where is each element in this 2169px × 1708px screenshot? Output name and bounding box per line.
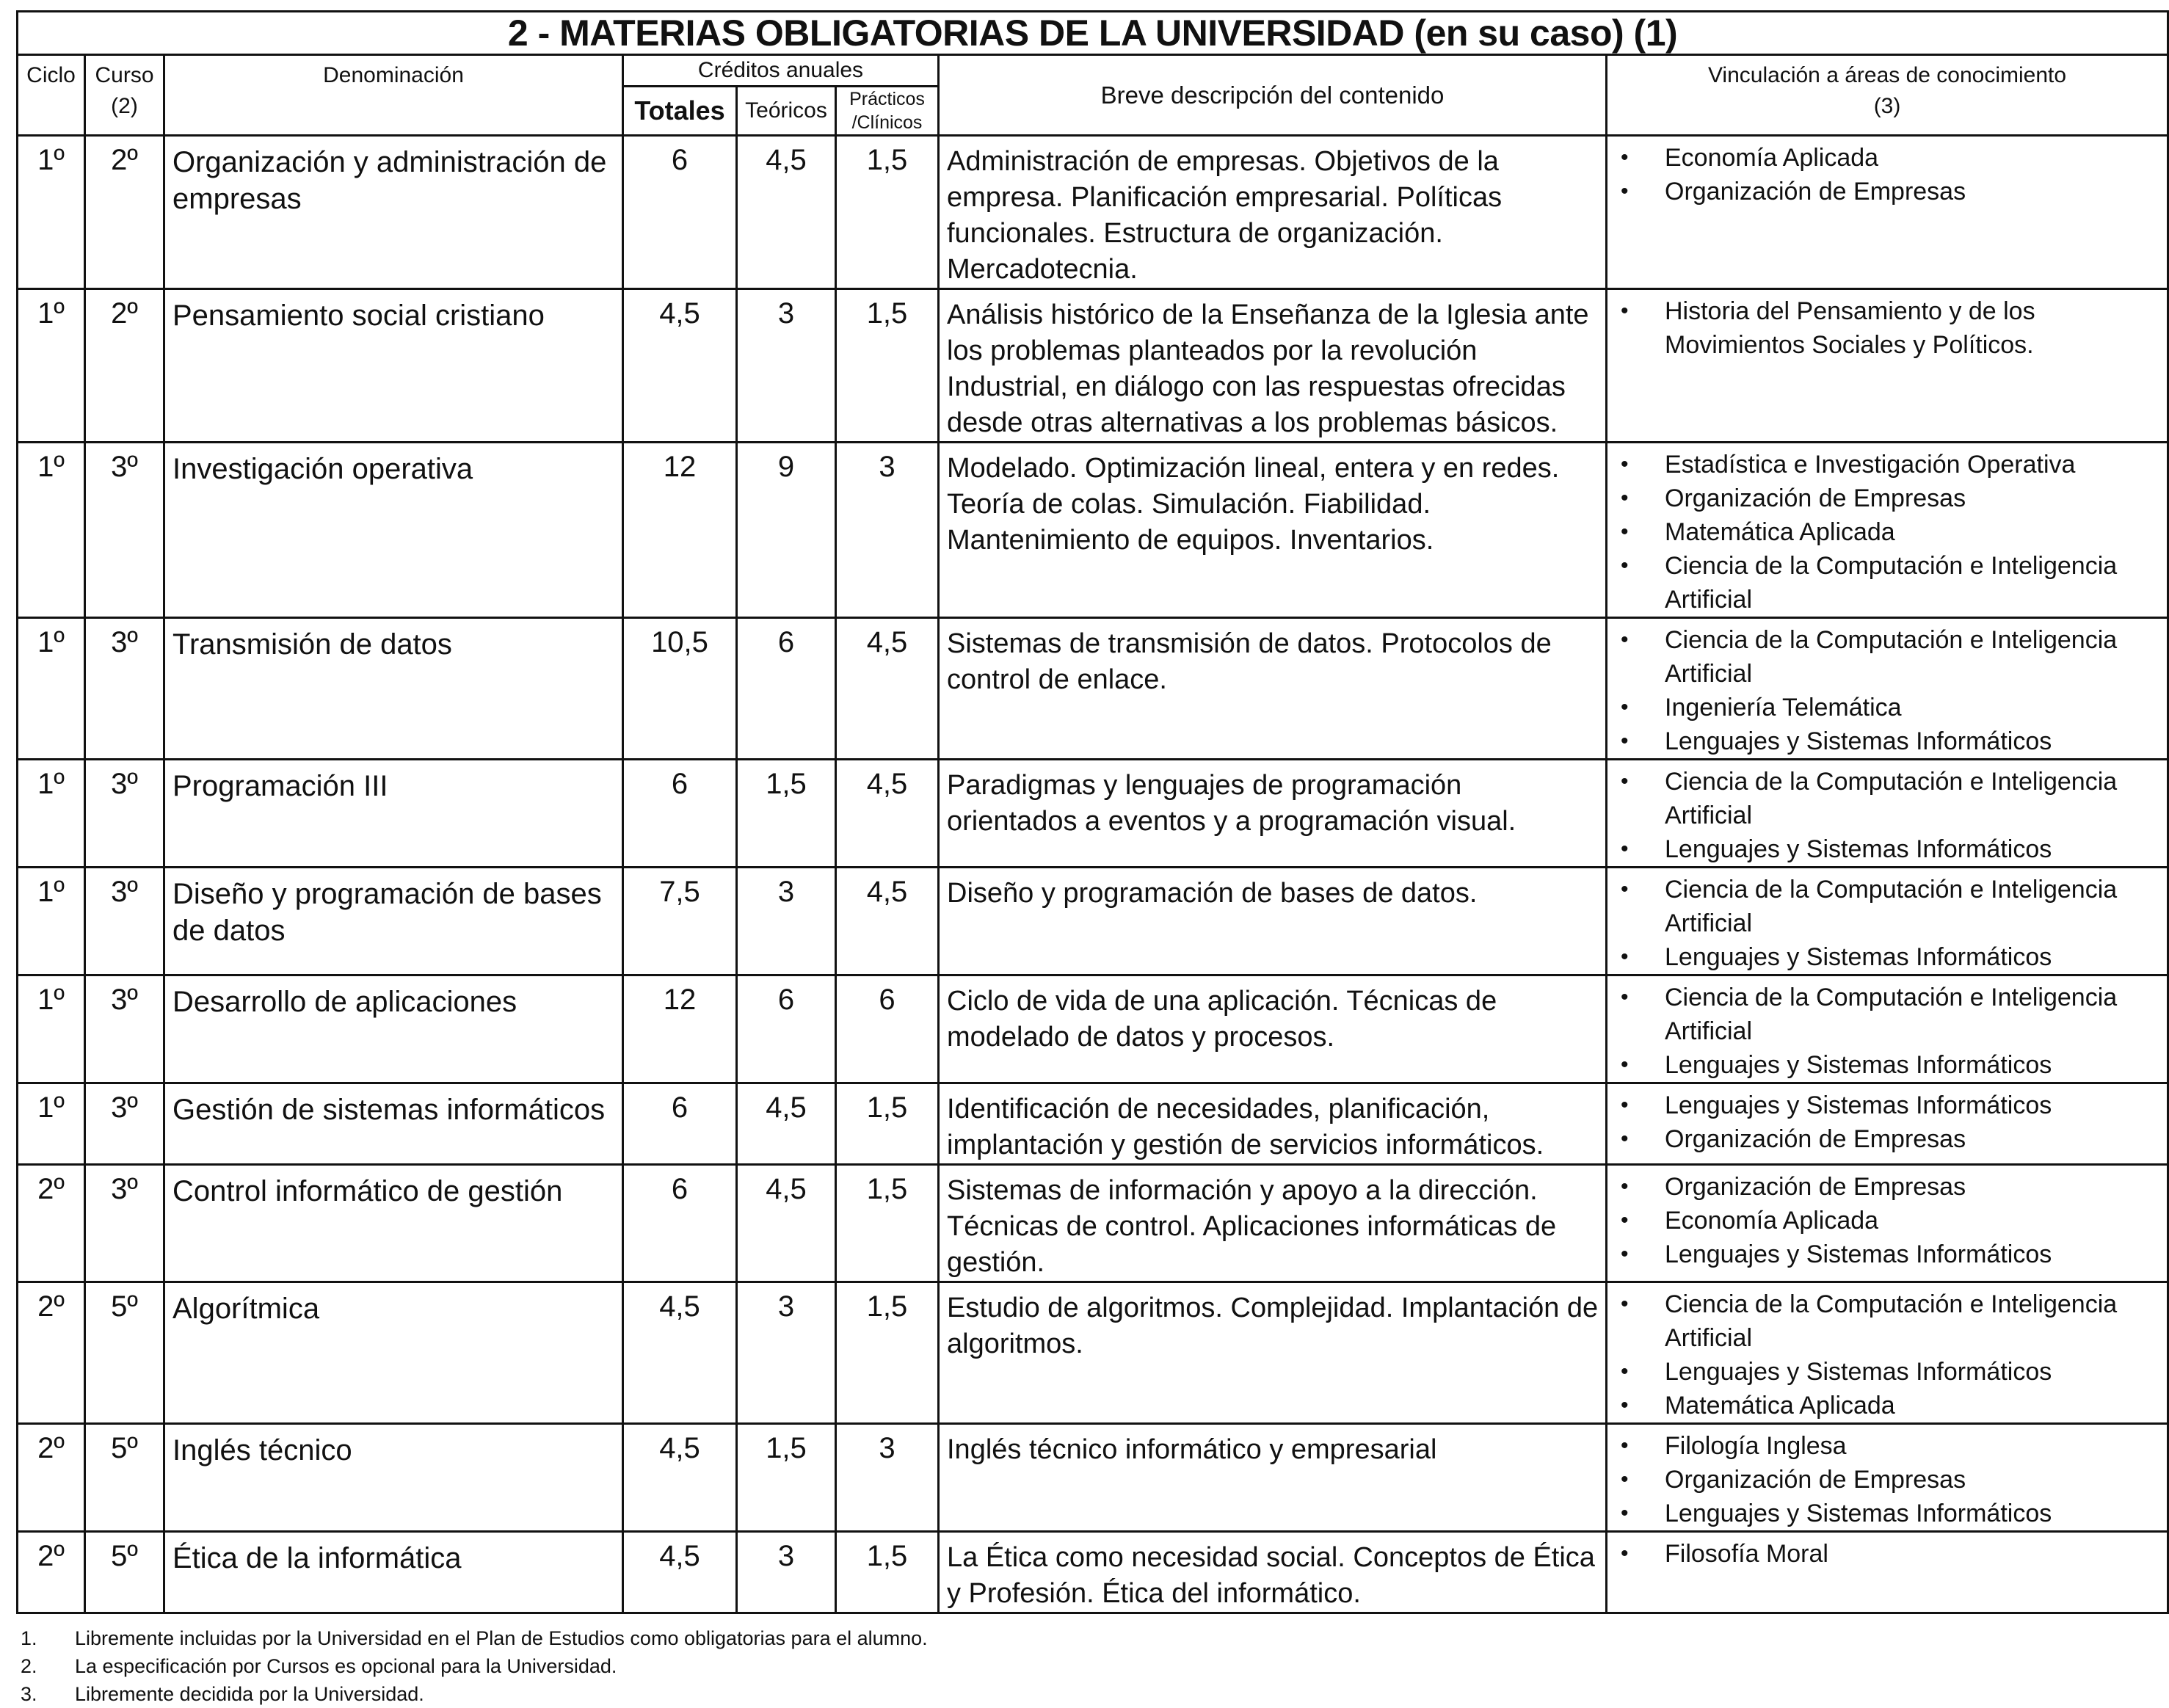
bullet-icon: • xyxy=(1621,1208,1629,1232)
areas-list xyxy=(1607,765,2162,866)
cell-descripcion: Sistemas de información y apoyo a la dirección. Técnicas de control. Aplicaciones informáticas de gestión. xyxy=(939,1165,1607,1282)
header-vinculacion xyxy=(1607,55,2168,136)
table-row xyxy=(18,618,2168,760)
cell-teoricos: 6 xyxy=(737,975,836,1083)
header-descripcion: Breve descripción del contenido xyxy=(939,55,1607,136)
cell-curso: 3º xyxy=(85,618,164,760)
cell-totales: 7,5 xyxy=(623,868,737,975)
area-item xyxy=(1607,175,2162,208)
cell-teoricos: 6 xyxy=(737,618,836,760)
cell-curso: 2º xyxy=(85,136,164,289)
cell-areas xyxy=(1607,1165,2168,1282)
table-title: 2 - MATERIAS OBLIGATORIAS DE LA UNIVERSIDAD (en su caso) (1) xyxy=(18,12,2168,55)
bullet-icon: • xyxy=(1621,1467,1629,1491)
cell-areas xyxy=(1607,868,2168,975)
bullet-icon: • xyxy=(1621,1093,1629,1117)
area-label: Lenguajes y Sistemas Informáticos xyxy=(1665,1358,2052,1386)
footnote-text: Libremente decidida por la Universidad. xyxy=(75,1683,424,1705)
header-denominacion: Denominación xyxy=(164,55,623,136)
bullet-icon: • xyxy=(1621,1292,1629,1316)
bullet-icon: • xyxy=(1621,520,1629,544)
cell-practicos: 3 xyxy=(836,443,939,618)
cell-totales: 10,5 xyxy=(623,618,737,760)
bullet-icon: • xyxy=(1621,299,1629,323)
areas-list xyxy=(1607,873,2162,974)
area-label: Economía Aplicada xyxy=(1665,144,1879,172)
cell-totales: 4,5 xyxy=(623,1532,737,1613)
area-label: Ciencia de la Computación e Inteligencia Artificial xyxy=(1665,768,2118,829)
area-item xyxy=(1607,141,2162,175)
area-item xyxy=(1607,1497,2162,1530)
bullet-icon: • xyxy=(1621,553,1629,578)
cell-denominacion: Investigación operativa xyxy=(164,443,623,618)
area-item xyxy=(1607,1048,2162,1082)
bullet-icon: • xyxy=(1621,179,1629,203)
areas-list xyxy=(1607,448,2162,617)
table-row xyxy=(18,136,2168,289)
area-label: Ciencia de la Computación e Inteligencia Artificial xyxy=(1665,1290,2118,1352)
area-label: Ciencia de la Computación e Inteligencia Artificial xyxy=(1665,984,2118,1045)
area-item xyxy=(1607,724,2162,758)
title-row xyxy=(18,12,2168,55)
area-item xyxy=(1607,1537,2162,1571)
area-item xyxy=(1607,940,2162,974)
cell-denominacion: Organización y administración de empresas xyxy=(164,136,623,289)
area-item xyxy=(1607,623,2162,691)
cell-curso: 3º xyxy=(85,443,164,618)
cell-practicos: 1,5 xyxy=(836,136,939,289)
area-label: Estadística e Investigación Operativa xyxy=(1665,451,2076,479)
footnotes xyxy=(21,1624,2167,1708)
bullet-icon: • xyxy=(1621,1501,1629,1525)
header-curso xyxy=(85,55,164,136)
cell-curso: 3º xyxy=(85,975,164,1083)
table-body xyxy=(18,136,2168,1613)
areas-list xyxy=(1607,623,2162,758)
cell-denominacion: Transmisión de datos xyxy=(164,618,623,760)
bullet-icon: • xyxy=(1621,985,1629,1009)
area-item xyxy=(1607,1355,2162,1389)
area-label: Matemática Aplicada xyxy=(1665,1392,1895,1420)
cell-curso: 5º xyxy=(85,1282,164,1424)
cell-curso: 5º xyxy=(85,1532,164,1613)
cell-practicos: 3 xyxy=(836,1424,939,1532)
cell-areas xyxy=(1607,443,2168,618)
cell-totales: 6 xyxy=(623,136,737,289)
cell-descripcion: Estudio de algoritmos. Complejidad. Implantación de algoritmos. xyxy=(939,1282,1607,1424)
area-label: Historia del Pensamiento y de los Movimientos Sociales y Políticos. xyxy=(1665,297,2035,359)
cell-descripcion: Paradigmas y lenguajes de programación orientados a eventos y a programación visual. xyxy=(939,760,1607,868)
bullet-icon: • xyxy=(1621,945,1629,969)
area-item xyxy=(1607,873,2162,940)
header-vinculacion-label: Vinculación a áreas de conocimiento xyxy=(1707,63,2067,87)
cell-descripcion: Análisis histórico de la Enseñanza de la Iglesia ante los problemas planteados por la revolución Industrial, en diálogo con las respuestas ofrecidas desde otras alternativas a los problemas básicos. xyxy=(939,289,1607,443)
table-row xyxy=(18,1165,2168,1282)
cell-ciclo: 2º xyxy=(18,1165,85,1282)
bullet-icon: • xyxy=(1621,729,1629,753)
cell-areas xyxy=(1607,1424,2168,1532)
cell-descripcion: Inglés técnico informático y empresarial xyxy=(939,1424,1607,1532)
area-label: Ingeniería Telemática xyxy=(1665,694,1902,722)
cell-teoricos: 3 xyxy=(737,1282,836,1424)
bullet-icon: • xyxy=(1621,145,1629,170)
bullet-icon: • xyxy=(1621,837,1629,861)
bullet-icon: • xyxy=(1621,695,1629,719)
table-row xyxy=(18,868,2168,975)
areas-list xyxy=(1607,1089,2162,1156)
bullet-icon: • xyxy=(1621,769,1629,793)
cell-totales: 4,5 xyxy=(623,1424,737,1532)
table-row xyxy=(18,1083,2168,1165)
cell-teoricos: 9 xyxy=(737,443,836,618)
area-item xyxy=(1607,1122,2162,1156)
cell-ciclo: 1º xyxy=(18,289,85,443)
cell-denominacion: Gestión de sistemas informáticos xyxy=(164,1083,623,1165)
cell-practicos: 1,5 xyxy=(836,1083,939,1165)
areas-list xyxy=(1607,1429,2162,1530)
areas-list xyxy=(1607,294,2162,362)
cell-areas xyxy=(1607,289,2168,443)
bullet-icon: • xyxy=(1621,1127,1629,1151)
subjects-table xyxy=(16,10,2169,1614)
cell-practicos: 1,5 xyxy=(836,1282,939,1424)
cell-practicos: 4,5 xyxy=(836,868,939,975)
area-label: Filosofía Moral xyxy=(1665,1540,1828,1568)
cell-practicos: 1,5 xyxy=(836,1532,939,1613)
bullet-icon: • xyxy=(1621,1433,1629,1458)
footnote xyxy=(21,1680,2167,1708)
area-item xyxy=(1607,1089,2162,1122)
cell-denominacion: Control informático de gestión xyxy=(164,1165,623,1282)
areas-list xyxy=(1607,1537,2162,1571)
area-label: Organización de Empresas xyxy=(1665,1173,1966,1201)
areas-list xyxy=(1607,1170,2162,1271)
table-row xyxy=(18,1424,2168,1532)
area-item xyxy=(1607,515,2162,549)
cell-totales: 4,5 xyxy=(623,1282,737,1424)
cell-ciclo: 1º xyxy=(18,1083,85,1165)
header-curso-label: Curso xyxy=(95,63,154,87)
cell-denominacion: Pensamiento social cristiano xyxy=(164,289,623,443)
bullet-icon: • xyxy=(1621,1541,1629,1566)
bullet-icon: • xyxy=(1621,452,1629,476)
area-label: Organización de Empresas xyxy=(1665,178,1966,206)
cell-descripcion: Identificación de necesidades, planificación, implantación y gestión de servicios informáticos. xyxy=(939,1083,1607,1165)
header-practicos-label: Prácticos xyxy=(849,89,925,109)
footnote-text: La especificación por Cursos es opcional para la Universidad. xyxy=(75,1655,617,1677)
area-item xyxy=(1607,1389,2162,1422)
cell-descripcion: Modelado. Optimización lineal, entera y en redes. Teoría de colas. Simulación. Fiabilidad. Mantenimiento de equipos. Inventarios. xyxy=(939,443,1607,618)
area-item xyxy=(1607,294,2162,362)
table-row xyxy=(18,443,2168,618)
bullet-icon: • xyxy=(1621,1359,1629,1384)
header-practicos xyxy=(836,87,939,136)
cell-teoricos: 3 xyxy=(737,1532,836,1613)
area-item xyxy=(1607,448,2162,481)
area-item xyxy=(1607,1170,2162,1204)
cell-ciclo: 1º xyxy=(18,443,85,618)
header-ciclo: Ciclo xyxy=(18,55,85,136)
cell-curso: 3º xyxy=(85,1165,164,1282)
cell-curso: 5º xyxy=(85,1424,164,1532)
footnote-number: 1. xyxy=(21,1627,37,1649)
area-label: Organización de Empresas xyxy=(1665,1466,1966,1494)
bullet-icon: • xyxy=(1621,486,1629,510)
cell-denominacion: Programación III xyxy=(164,760,623,868)
area-label: Lenguajes y Sistemas Informáticos xyxy=(1665,835,2052,863)
area-label: Ciencia de la Computación e Inteligencia Artificial xyxy=(1665,552,2118,614)
cell-totales: 4,5 xyxy=(623,289,737,443)
table-row xyxy=(18,760,2168,868)
areas-list xyxy=(1607,141,2162,208)
cell-teoricos: 4,5 xyxy=(737,136,836,289)
table-row xyxy=(18,975,2168,1083)
bullet-icon: • xyxy=(1621,1053,1629,1077)
cell-totales: 12 xyxy=(623,443,737,618)
area-item xyxy=(1607,691,2162,724)
area-label: Organización de Empresas xyxy=(1665,1125,1966,1153)
area-item xyxy=(1607,981,2162,1048)
cell-totales: 12 xyxy=(623,975,737,1083)
header-clinicos-label: /Clínicos xyxy=(851,112,923,133)
area-item xyxy=(1607,481,2162,515)
area-label: Matemática Aplicada xyxy=(1665,518,1895,546)
table-row xyxy=(18,1282,2168,1424)
header-row-1 xyxy=(18,55,2168,87)
cell-practicos: 6 xyxy=(836,975,939,1083)
cell-ciclo: 2º xyxy=(18,1532,85,1613)
cell-denominacion: Algorítmica xyxy=(164,1282,623,1424)
table-row xyxy=(18,289,2168,443)
footnote-number: 3. xyxy=(21,1683,37,1705)
header-curso-note: (2) xyxy=(111,94,138,118)
area-label: Lenguajes y Sistemas Informáticos xyxy=(1665,1240,2052,1268)
area-label: Organización de Empresas xyxy=(1665,484,1966,512)
cell-areas xyxy=(1607,618,2168,760)
cell-teoricos: 3 xyxy=(737,868,836,975)
cell-practicos: 4,5 xyxy=(836,618,939,760)
cell-practicos: 1,5 xyxy=(836,289,939,443)
cell-curso: 3º xyxy=(85,1083,164,1165)
area-item xyxy=(1607,1287,2162,1355)
bullet-icon: • xyxy=(1621,1174,1629,1199)
cell-denominacion: Ética de la informática xyxy=(164,1532,623,1613)
cell-descripcion: Ciclo de vida de una aplicación. Técnicas de modelado de datos y procesos. xyxy=(939,975,1607,1083)
cell-curso: 3º xyxy=(85,760,164,868)
area-label: Lenguajes y Sistemas Informáticos xyxy=(1665,727,2052,755)
area-item xyxy=(1607,1463,2162,1497)
cell-areas xyxy=(1607,1083,2168,1165)
document-page xyxy=(16,10,2167,1708)
cell-denominacion: Diseño y programación de bases de datos xyxy=(164,868,623,975)
area-item xyxy=(1607,1204,2162,1238)
cell-ciclo: 1º xyxy=(18,975,85,1083)
footnote xyxy=(21,1652,2167,1680)
cell-areas xyxy=(1607,760,2168,868)
cell-teoricos: 4,5 xyxy=(737,1165,836,1282)
footnote-text: Libremente incluidas por la Universidad en el Plan de Estudios como obligatorias para el alumno. xyxy=(75,1627,928,1649)
cell-practicos: 4,5 xyxy=(836,760,939,868)
area-item xyxy=(1607,1429,2162,1463)
cell-totales: 6 xyxy=(623,1165,737,1282)
footnote xyxy=(21,1624,2167,1652)
cell-ciclo: 1º xyxy=(18,136,85,289)
area-label: Filología Inglesa xyxy=(1665,1432,1847,1460)
cell-ciclo: 1º xyxy=(18,760,85,868)
cell-totales: 6 xyxy=(623,760,737,868)
cell-teoricos: 3 xyxy=(737,289,836,443)
cell-ciclo: 2º xyxy=(18,1282,85,1424)
cell-areas xyxy=(1607,975,2168,1083)
header-vinculacion-note: (3) xyxy=(1873,94,1901,118)
header-totales: Totales xyxy=(623,87,737,136)
cell-areas xyxy=(1607,1282,2168,1424)
area-item xyxy=(1607,549,2162,617)
area-label: Lenguajes y Sistemas Informáticos xyxy=(1665,1091,2052,1119)
area-label: Ciencia de la Computación e Inteligencia Artificial xyxy=(1665,626,2118,688)
area-label: Economía Aplicada xyxy=(1665,1207,1879,1235)
cell-descripcion: Administración de empresas. Objetivos de la empresa. Planificación empresarial. Políticas funcionales. Estructura de organización. Mercadotecnia. xyxy=(939,136,1607,289)
area-label: Lenguajes y Sistemas Informáticos xyxy=(1665,1500,2052,1527)
cell-descripcion: Sistemas de transmisión de datos. Protocolos de control de enlace. xyxy=(939,618,1607,760)
cell-curso: 3º xyxy=(85,868,164,975)
cell-denominacion: Inglés técnico xyxy=(164,1424,623,1532)
cell-descripcion: Diseño y programación de bases de datos. xyxy=(939,868,1607,975)
area-label: Ciencia de la Computación e Inteligencia Artificial xyxy=(1665,876,2118,937)
area-label: Lenguajes y Sistemas Informáticos xyxy=(1665,943,2052,971)
area-label: Lenguajes y Sistemas Informáticos xyxy=(1665,1051,2052,1079)
bullet-icon: • xyxy=(1621,1242,1629,1266)
cell-teoricos: 4,5 xyxy=(737,1083,836,1165)
area-item xyxy=(1607,765,2162,832)
areas-list xyxy=(1607,1287,2162,1422)
areas-list xyxy=(1607,981,2162,1082)
cell-descripcion: La Ética como necesidad social. Conceptos de Ética y Profesión. Ética del informático. xyxy=(939,1532,1607,1613)
cell-practicos: 1,5 xyxy=(836,1165,939,1282)
area-item xyxy=(1607,1238,2162,1271)
bullet-icon: • xyxy=(1621,877,1629,901)
cell-ciclo: 1º xyxy=(18,618,85,760)
footnote-number: 2. xyxy=(21,1655,37,1677)
cell-ciclo: 2º xyxy=(18,1424,85,1532)
cell-teoricos: 1,5 xyxy=(737,760,836,868)
cell-curso: 2º xyxy=(85,289,164,443)
cell-denominacion: Desarrollo de aplicaciones xyxy=(164,975,623,1083)
area-item xyxy=(1607,832,2162,866)
bullet-icon: • xyxy=(1621,1393,1629,1417)
header-creditos: Créditos anuales xyxy=(623,55,939,87)
cell-teoricos: 1,5 xyxy=(737,1424,836,1532)
bullet-icon: • xyxy=(1621,628,1629,652)
header-teoricos: Teóricos xyxy=(737,87,836,136)
cell-totales: 6 xyxy=(623,1083,737,1165)
cell-ciclo: 1º xyxy=(18,868,85,975)
cell-areas xyxy=(1607,136,2168,289)
